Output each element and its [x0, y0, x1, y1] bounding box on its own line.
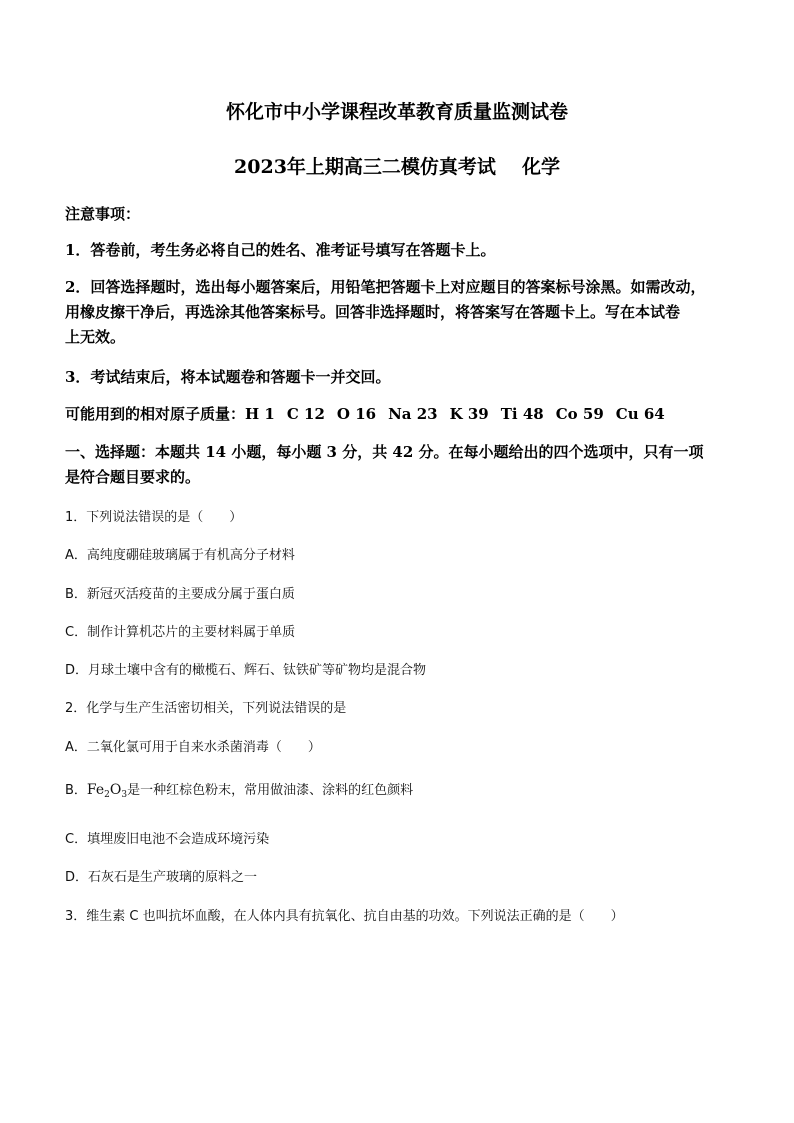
formula-sub-3: 3 — [121, 790, 128, 800]
atomic-masses — [65, 403, 665, 424]
notes-heading: 注意事项： — [65, 205, 141, 223]
atomic-mass-co: Co 59 — [555, 405, 604, 423]
question-1-option-c: C．制作计算机芯片的主要材料属于单质 — [65, 625, 296, 640]
question-2-stem: 2．化学与生产生活密切相关，下列说法错误的是 — [65, 701, 347, 716]
question-3-stem: 3．维生素 C 也叫抗坏血酸，在人体内具有抗氧化、抗自由基的功效。下列说法正确的是（ ） — [65, 909, 624, 924]
atomic-mass-c: C 12 — [286, 405, 325, 423]
question-1-option-d: D．月球土壤中含有的橄榄石、辉石、钛铁矿等矿物均是混合物 — [65, 663, 427, 678]
question-2-option-b — [65, 779, 413, 800]
fe2o3-formula — [87, 782, 127, 798]
question-1-stem: 1．下列说法错误的是（ ） — [65, 510, 243, 525]
page-title: 怀化市中小学课程改革教育质量监测试卷 — [225, 101, 568, 123]
atomic-mass-na: Na 23 — [388, 405, 438, 423]
exam-subject: 化学 — [521, 156, 560, 178]
formula-sub-2: 2 — [104, 790, 110, 800]
note-item-2-line-1: 2．回答选择题时，选出每小题答案后，用铅笔把答题卡上对应题目的答案标号涂黑。如需改动， — [65, 278, 706, 296]
question-2-option-c: C．填埋废旧电池不会造成环境污染 — [65, 832, 270, 847]
option-b-prefix: B． — [65, 783, 87, 798]
section-1-line-2: 是符合题目要求的。 — [65, 468, 201, 486]
note-item-3: 3．考试结束后，将本试题卷和答题卡一并交回。 — [65, 368, 391, 386]
exam-subtitle — [0, 152, 794, 179]
question-2-option-a: A．二氧化氯可用于自来水杀菌消毒（ ） — [65, 740, 321, 755]
atomic-mass-cu: Cu 64 — [615, 405, 665, 423]
note-item-2-line-2: 用橡皮擦干净后，再选涂其他答案标号。回答非选择题时，将答案写在答题卡上。写在本试卷 — [65, 303, 681, 321]
question-2-option-d: D．石灰石是生产玻璃的原料之一 — [65, 870, 258, 885]
section-1-line-1: 一、选择题：本题共 14 小题，每小题 3 分，共 42 分。在每小题给出的四个选项中，只有一项 — [65, 443, 704, 461]
note-item-1: 1．答卷前，考生务必将自己的姓名、准考证号填写在答题卡上。 — [65, 241, 496, 259]
formula-o: O — [109, 782, 122, 798]
atomic-mass-k: K 39 — [449, 405, 489, 423]
exam-name: 2023年上期高三二模仿真考试 — [234, 156, 496, 178]
atomic-mass-o: O 16 — [336, 405, 377, 423]
atomic-mass-h: H 1 — [245, 405, 275, 423]
option-b-text: 是一种红棕色粉末，常用做油漆、涂料的红色颜料 — [127, 783, 414, 798]
question-1-option-b: B．新冠灭活疫苗的主要成分属于蛋白质 — [65, 587, 295, 602]
atomic-mass-ti: Ti 48 — [500, 405, 544, 423]
formula-fe: Fe — [86, 782, 105, 798]
note-item-2-line-3: 上无效。 — [65, 328, 126, 346]
question-1-option-a: A．高纯度硼硅玻璃属于有机高分子材料 — [65, 548, 295, 563]
atomic-masses-label: 可能用到的相对原子质量： — [65, 405, 246, 423]
